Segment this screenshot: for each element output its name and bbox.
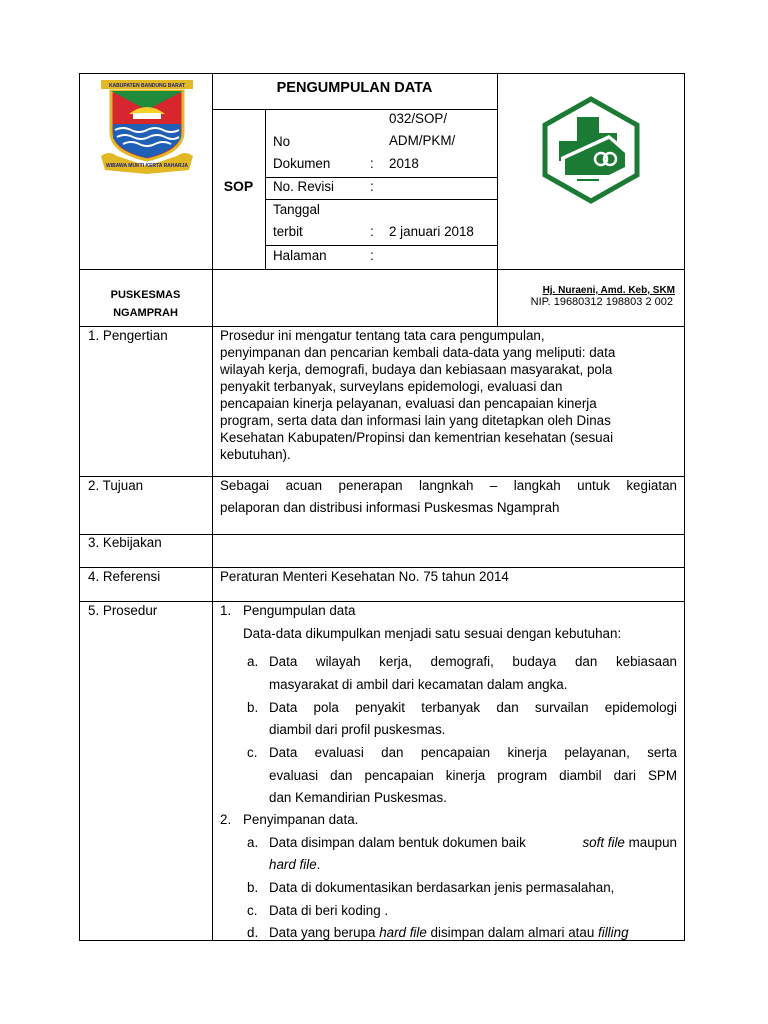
item2-number: 2. [220, 812, 232, 827]
pengertian-line-8: kebutuhan). [220, 447, 291, 462]
pengertian-line-4: penyakit terbanyak, surveylans epidemologi, evaluasi dan [220, 379, 563, 394]
kabupaten-logo [99, 80, 195, 176]
divider-tanggal [265, 245, 497, 246]
tanggal-label-1: Tanggal [273, 202, 320, 217]
tanggal-label-2: terbit [273, 224, 303, 239]
item1-intro: Data-data dikumpulkan menjadi satu sesuai dengan kebutuhan: [243, 626, 622, 641]
tujuan-label: 2. Tujuan [88, 478, 144, 493]
item1-c-line-1: Data evaluasi dan pencapaian kinerja pelayanan, serta [269, 745, 677, 760]
divider-referensi [79, 601, 685, 602]
item2-a-end: . [316, 857, 321, 872]
no-dokumen-label-1: No [273, 134, 291, 149]
item2-a-line-2 [269, 856, 320, 873]
tujuan-line-2: pelaporan dan distribusi informasi Puskesmas Ngamprah [220, 500, 560, 515]
item2-a-italic-2: hard file [269, 857, 317, 872]
halaman-label: Halaman [273, 248, 327, 263]
item2-a-trailing [582, 834, 677, 851]
item2-b-mark: b. [247, 880, 259, 895]
no-dokumen-value-1: 032/SOP/ [389, 111, 448, 126]
border-left [79, 73, 80, 941]
no-dokumen-colon: : [370, 156, 374, 171]
org-name-1: PUSKESMAS [110, 289, 181, 301]
item1-number: 1. [220, 603, 232, 618]
item1-c-line-3: dan Kemandirian Puskesmas. [269, 790, 447, 805]
pengertian-line-2: penyimpanan dan pencarian kembali data-data yang meliputi: data [220, 345, 616, 360]
divider-tujuan [79, 534, 685, 535]
document-title: PENGUMPULAN DATA [276, 80, 433, 96]
no-revisi-label: No. Revisi [273, 179, 335, 194]
item1-a-line-1: Data wilayah kerja, demografi, budaya dan kebiasaan [269, 654, 677, 669]
pengertian-line-6: program, serta data dan informasi lain yang ditetapkan oleh Dinas [220, 413, 611, 428]
pengertian-line-7: Kesehatan Kabupaten/Propinsi dan kementrian kesehatan (sesuai [220, 430, 614, 445]
divider-col-label [212, 73, 213, 941]
signer-nip: NIP. 19680312 198803 2 002 [530, 296, 673, 308]
item2-a-text: Data disimpan dalam bentuk dokumen baik [269, 835, 530, 850]
item1-c-mark: c. [247, 745, 258, 760]
item1-title: Pengumpulan data [243, 603, 356, 618]
sop-document [79, 73, 685, 941]
item2-a-mark: a. [247, 835, 259, 850]
halaman-colon: : [370, 248, 374, 263]
item1-b-line-1: Data pola penyakit terbanyak dan survailan epidemologi [269, 700, 677, 715]
referensi-text: Peraturan Menteri Kesehatan No. 75 tahun 2014 [220, 569, 509, 584]
divider-header-bottom [79, 269, 685, 270]
prosedur-label: 5. Prosedur [88, 603, 158, 618]
item1-b-mark: b. [247, 700, 259, 715]
pengertian-line-1: Prosedur ini mengatur tentang tata cara pengumpulan, [220, 328, 545, 343]
org-name-2: NGAMPRAH [113, 307, 178, 319]
item2-d-line [269, 924, 629, 941]
divider-title [212, 109, 497, 110]
item2-d-mid: disimpan dalam almari atau [426, 925, 599, 940]
no-dokumen-value-3: 2018 [389, 156, 419, 171]
border-right [684, 73, 685, 941]
no-dokumen-label-2: Dokumen [273, 156, 331, 171]
item2-c-line: Data di beri koding . [269, 903, 389, 918]
pengertian-label: 1. Pengertian [88, 328, 168, 343]
sop-label: SOP [223, 178, 254, 194]
puskesmas-logo [539, 95, 643, 205]
no-dokumen-value-2: ADM/PKM/ [389, 133, 456, 148]
referensi-label: 4. Referensi [88, 569, 161, 584]
item2-d-pre: Data yang berupa [269, 925, 380, 940]
item2-c-mark: c. [247, 903, 258, 918]
tanggal-colon: : [370, 224, 374, 239]
logo-top-text: KABUPATEN BANDUNG BARAT [108, 83, 186, 89]
tujuan-line-1: Sebagai acuan penerapan langnkah – langkah untuk kegiatan [220, 478, 677, 493]
item1-b-line-2: diambil dari profil puskesmas. [269, 722, 446, 737]
kebijakan-label: 3. Kebijakan [88, 535, 162, 550]
border-top [79, 73, 685, 74]
pengertian-line-3: wilayah kerja, demografi, budaya dan kebiasaan masyarakat, pola [220, 362, 613, 377]
logo-ribbon-text: WIBAWA MUKTI KERTA RAHARJA [105, 163, 189, 169]
item1-a-mark: a. [247, 654, 259, 669]
item2-d-italic-2: filling [598, 925, 629, 940]
item2-d-italic-1: hard file [379, 925, 427, 940]
divider-revisi [265, 199, 497, 200]
item1-a-line-2: masyarakat di ambil dari kecamatan dalam angka. [269, 677, 568, 692]
item1-c-line-2: evaluasi dan pencapaian kinerja program diambil dari SPM [269, 768, 677, 783]
item2-a-post: maupun [624, 835, 677, 850]
no-revisi-colon: : [370, 179, 374, 194]
item2-b-line: Data di dokumentasikan berdasarkan jenis permasalahan, [269, 880, 615, 895]
item2-d-mark: d. [247, 925, 259, 940]
tanggal-value: 2 januari 2018 [389, 224, 474, 239]
signer-name: Hj. Nuraeni, Amd. Keb, SKM [542, 285, 675, 296]
item2-title: Penyimpanan data. [243, 812, 359, 827]
pengertian-line-5: pencapaian kinerja pelayanan, evaluasi dan pencapaian kinerja [220, 396, 597, 411]
item2-a-italic-1: soft file [582, 835, 625, 850]
item2-a-line-1 [269, 834, 677, 851]
